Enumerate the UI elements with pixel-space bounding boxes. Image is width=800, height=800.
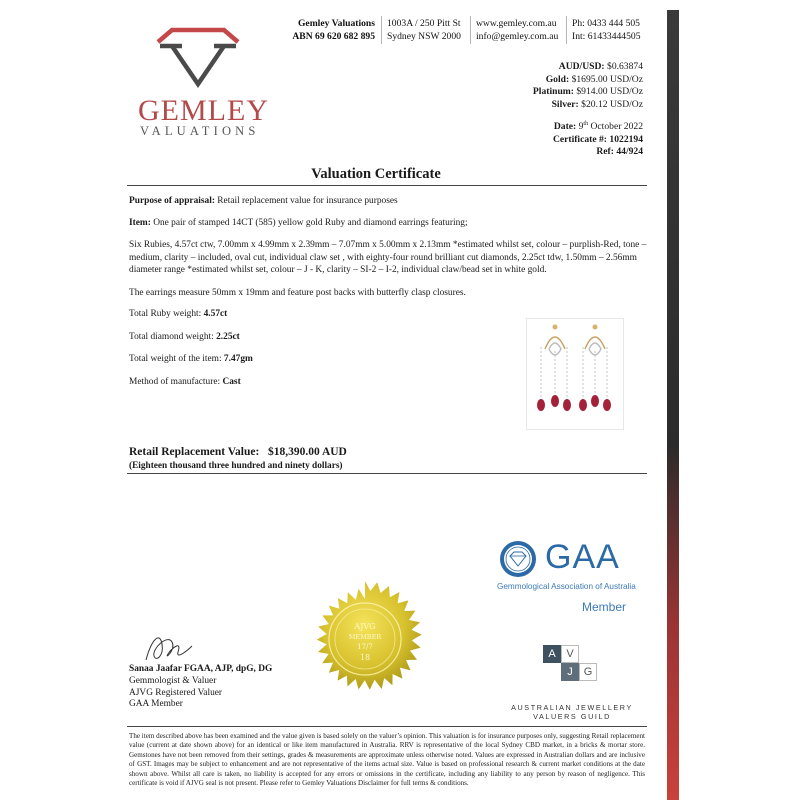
intl-number: Int: 61433444505 — [572, 31, 641, 42]
address-line2: Sydney NSW 2000 — [387, 31, 461, 42]
gemley-logo-icon — [152, 26, 244, 90]
gem-circle-icon — [498, 539, 538, 579]
retail-rule — [127, 473, 647, 474]
gold-seal-icon — [300, 579, 430, 709]
earrings-image — [526, 318, 624, 430]
website-link[interactable]: www.gemley.com.au — [476, 18, 557, 29]
page-title: Valuation Certificate — [311, 166, 441, 182]
disclaimer-text: The item described above has been examined and the value given is based solely on the valuer’s opinion. This valuation is for insurance purposes only, suggesting Retail replacement value (current at date shown above) for an identical or like item manufactured in Australia. RRV is representative of the local Sydney CBD market, in a bricks & mortar store. Gemstones have not been removed from their settings, grades & measurements are approximate unless otherwise noted. Values are expressed in Australian dollars and are inclusive of GST. Images may be subject to enhancement and are not representative of the items actual size. Value is based on professional research & current market conditions at the date shown above. Whilst all care is taken, no liability is accepted for any errors or omissions in the certificate, including any liability to any person by reason of negligence. This certificate is void if AJVG seal is not present. Please refer to Gemley Valuations Disclaimer for full terms & conditions. — [129, 732, 645, 788]
phone-number: Ph: 0433 444 505 — [572, 18, 640, 29]
svg-text:AJVG: AJVG — [354, 622, 376, 631]
metal-rates: AUD/USD: $0.63874 Gold: $1695.00 USD/Oz Platinum: $914.00 USD/Oz Silver: $20.12 USD/Oz — [532, 61, 643, 110]
gaa-member-label: Member — [582, 600, 627, 614]
company-name: Gemley Valuations — [297, 18, 375, 29]
header-divider — [470, 16, 471, 44]
gaa-full-name: Gemmological Association of Australia — [497, 582, 636, 591]
title-rule — [127, 185, 647, 186]
svg-text:17/7: 17/7 — [357, 643, 373, 651]
description-text: Six Rubies, 4.57ct ctw, 7.00mm x 4.99mm x 2.39mm – 7.07mm x 5.00mm x 2.13mm *estimated whilst set, colour – purplish-Red, tone – medium, clarity – included, oval cut, individual claw set , with eighty-four round brilliant cut diamonds, 2.25ct tdw, 1.50mm – 2.56mm diameter range *estimated whilst set, colour – J - K, clarity – SI-2 – I-2, individual claw/bead set in white gold. — [129, 240, 647, 276]
item-line: Item: One pair of stamped 14CT (585) yellow gold Ruby and diamond earrings featuring; — [129, 217, 468, 228]
purpose-line: Purpose of appraisal: Retail replacement value for insurance purposes — [129, 196, 398, 206]
retail-value-words: (Eighteen thousand three hundred and ninety dollars) — [129, 461, 343, 471]
gaa-name: GAA — [545, 538, 620, 576]
ajvg-name: AUSTRALIAN JEWELLERY VALUERS GUILD — [511, 703, 633, 721]
header-divider — [566, 16, 567, 44]
weights-block: Total Ruby weight: 4.57ct Total diamond weight: 2.25ct Total weight of the item: 7.47gm Method of manufacture: Cast — [129, 309, 253, 387]
footer-rule — [127, 726, 647, 727]
retail-value-line: Retail Replacement Value: $18,390.00 AUD — [129, 446, 347, 458]
svg-text:MEMBER: MEMBER — [348, 633, 382, 641]
address-line1: 1003A / 250 Pitt St — [387, 18, 461, 29]
ajvg-logo-icon: A V J G — [543, 645, 597, 691]
logo-sub: VALUATIONS — [140, 124, 260, 138]
measure-text: The earrings measure 50mm x 19mm and feature post backs with butterfly clasp closures. — [129, 287, 466, 298]
signatory-block: Sanaa Jaafar FGAA, AJP, dpG, DG Gemmologist & Valuer AJVG Registered Valuer GAA Member — [129, 664, 273, 710]
email-link[interactable]: info@gemley.com.au — [476, 31, 559, 42]
sidebar-stripe — [667, 10, 679, 800]
svg-text:18: 18 — [359, 653, 371, 662]
header-divider — [381, 16, 382, 44]
signature-icon — [138, 630, 198, 666]
company-abn: ABN 69 620 682 895 — [292, 31, 375, 42]
logo-name: GEMLEY — [138, 94, 269, 127]
certificate-meta: Date: 9th October 2022 Certificate #: 1022194 Ref: 44/924 — [552, 121, 643, 158]
